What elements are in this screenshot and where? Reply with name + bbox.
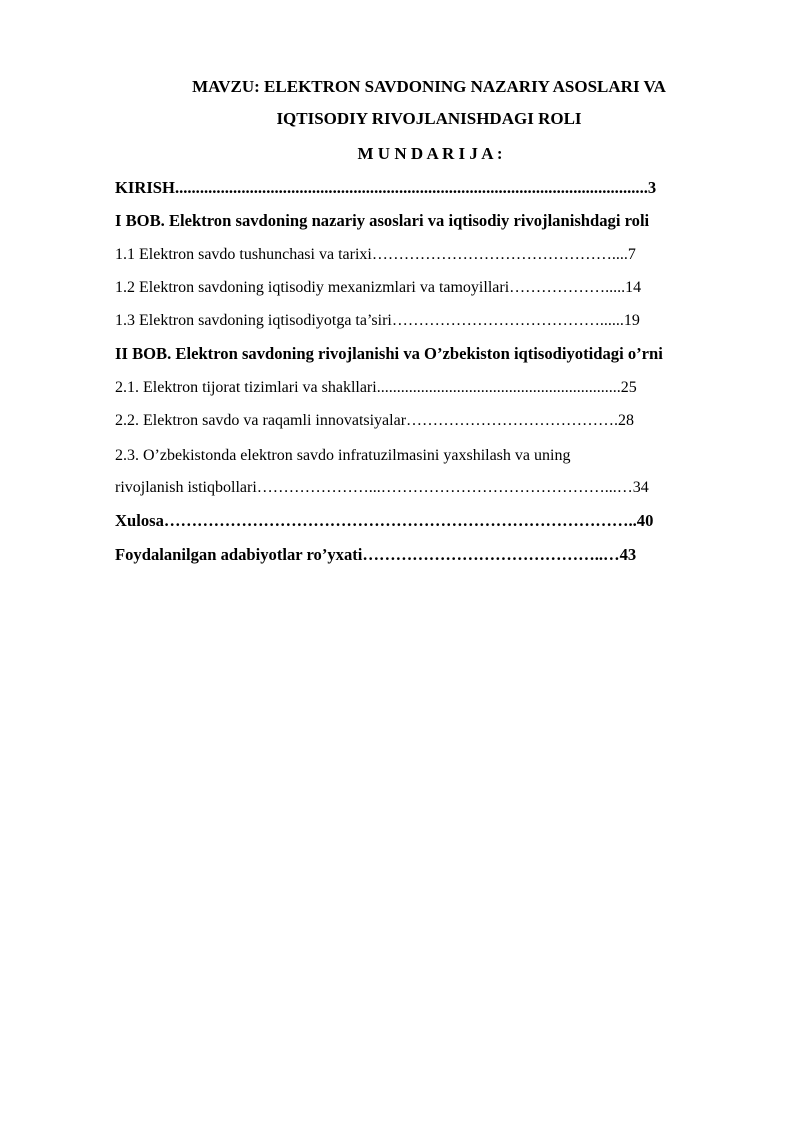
document-title-line-2: IQTISODIY RIVOJLANISHDAGI ROLI bbox=[276, 109, 582, 128]
document-title-line-1: MAVZU: ELEKTRON SAVDONING NAZARIY ASOSLARI VA bbox=[192, 77, 666, 96]
contents-heading: M U N D A R I J A : bbox=[357, 144, 503, 163]
toc-entry-1-1: 1.1 Elektron savdo tushunchasi va tarixi………………………………………....7 bbox=[115, 246, 636, 263]
toc-entry-2-3-line-1: 2.3. O’zbekistonda elektron savdo infratuzilmasini yaxshilash va uning bbox=[115, 447, 571, 464]
toc-entry-1-2: 1.2 Elektron savdoning iqtisodiy mexanizmlari va tamoyillari……………….....14 bbox=[115, 279, 642, 296]
toc-entry-adabiyotlar: Foydalanilgan adabiyotlar ro’yxati……………………………………..…43 bbox=[115, 545, 637, 564]
toc-entry-bob-1: I BOB. Elektron savdoning nazariy asoslari va iqtisodiy rivojlanishdagi roli bbox=[115, 211, 650, 230]
toc-entry-bob-2: II BOB. Elektron savdoning rivojlanishi va O’zbekiston iqtisodiyotidagi o’rni bbox=[115, 344, 663, 363]
toc-entry-kirish: KIRISH..................................................................................................................3 bbox=[115, 178, 657, 197]
toc-entry-1-3: 1.3 Elektron savdoning iqtisodiyotga ta’siri…………………………………......19 bbox=[115, 312, 640, 329]
toc-entry-2-3-line-2: rivojlanish istiqbollari…………………...……………………………………...…34 bbox=[115, 479, 649, 496]
toc-entry-2-1: 2.1. Elektron tijorat tizimlari va shakllari.............................................................25 bbox=[115, 379, 637, 396]
toc-entry-2-2: 2.2. Elektron savdo va raqamli innovatsiyalar………………………………….28 bbox=[115, 412, 635, 429]
toc-entry-xulosa: Xulosa…………………………………………………………………………..40 bbox=[115, 511, 654, 530]
